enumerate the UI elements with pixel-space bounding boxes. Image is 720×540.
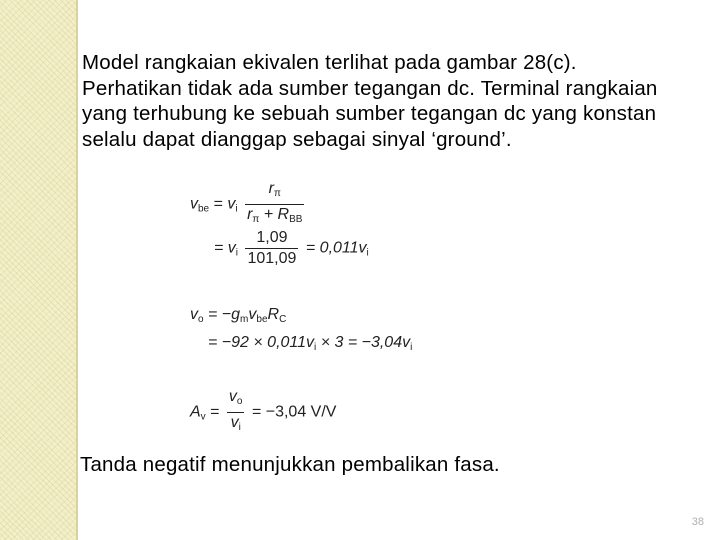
eq1-lhs-sub: be: [198, 203, 210, 215]
eq3-rhs: = −g: [208, 306, 241, 323]
eq4-b: × 3 = −3,04v: [316, 334, 411, 351]
eq4-sub2: i: [410, 342, 413, 353]
eq4-a: = −92 × 0,011v: [208, 334, 315, 351]
eq1-frac-den: r: [247, 206, 253, 223]
eq1-equals: =: [213, 195, 223, 213]
eq1-frac-den-sub1: π: [252, 214, 260, 225]
eq2-lhs-sub: i: [235, 247, 239, 259]
eq5-fraction: [227, 388, 245, 437]
eq5-lhs-sub: v: [200, 411, 206, 423]
eq1-lhs: v: [190, 195, 198, 213]
eq1-fraction: [245, 180, 304, 229]
eq1-vi-sub: i: [235, 203, 238, 215]
conclusion-text: Tanda negatif menunjukkan pembalikan fasa.: [80, 453, 500, 476]
equation-vbe-numeric: [214, 229, 369, 268]
page-number: 38: [691, 516, 704, 528]
eq5-frac-den-sub: i: [238, 422, 241, 433]
eq3-lhs-sub: o: [198, 314, 204, 325]
eq4-sub1: i: [314, 342, 317, 353]
eq1-frac-num-sub: π: [273, 188, 281, 199]
eq5-result: = −3,04 V/V: [251, 403, 337, 421]
eq5-lhs: A: [190, 403, 201, 421]
eq1-vi: v: [227, 195, 236, 213]
eq3-R-sub: C: [279, 314, 287, 325]
eq3-R: R: [267, 306, 280, 323]
eq5-frac-num-sub: o: [236, 396, 243, 407]
eq1-frac-num: r: [268, 180, 274, 197]
eq5-frac-den: v: [230, 414, 239, 431]
paragraph-text: Model rangkaian ekivalen terlihat pada gambar 28(c). Perhatikan tidak ada sumber tegangan dc. Terminal rangkaian yang terhubung ke sebuah sumber tegangan dc yang konstan selalu dapat dianggap sebagai sinyal ‘ground’.: [82, 51, 658, 151]
eq1-frac-den-sub2: BB: [289, 214, 303, 225]
equation-vo-numeric: [208, 334, 412, 353]
eq2-fraction: [245, 229, 298, 268]
eq2-result: = 0,011v: [305, 239, 367, 257]
eq3-vbe-sub: be: [256, 314, 268, 325]
equation-av: [190, 388, 336, 437]
eq2-frac-num: 1,09: [245, 229, 298, 249]
equation-vbe: [190, 180, 307, 229]
eq5-frac-num: v: [228, 388, 237, 405]
eq2-lhs: = v: [214, 239, 236, 257]
equation-vo: [190, 306, 286, 325]
eq2-frac-den: 101,09: [247, 250, 297, 267]
eq3-lhs: v: [190, 306, 198, 323]
decorative-sidebar: [0, 0, 78, 540]
eq1-frac-den-plus: + R: [259, 206, 290, 223]
eq3-gm-sub: m: [240, 314, 249, 325]
eq2-result-sub: i: [366, 247, 369, 259]
eq3-vbe: v: [248, 306, 257, 323]
eq5-equals: =: [210, 403, 220, 421]
body-paragraph: [82, 50, 682, 152]
